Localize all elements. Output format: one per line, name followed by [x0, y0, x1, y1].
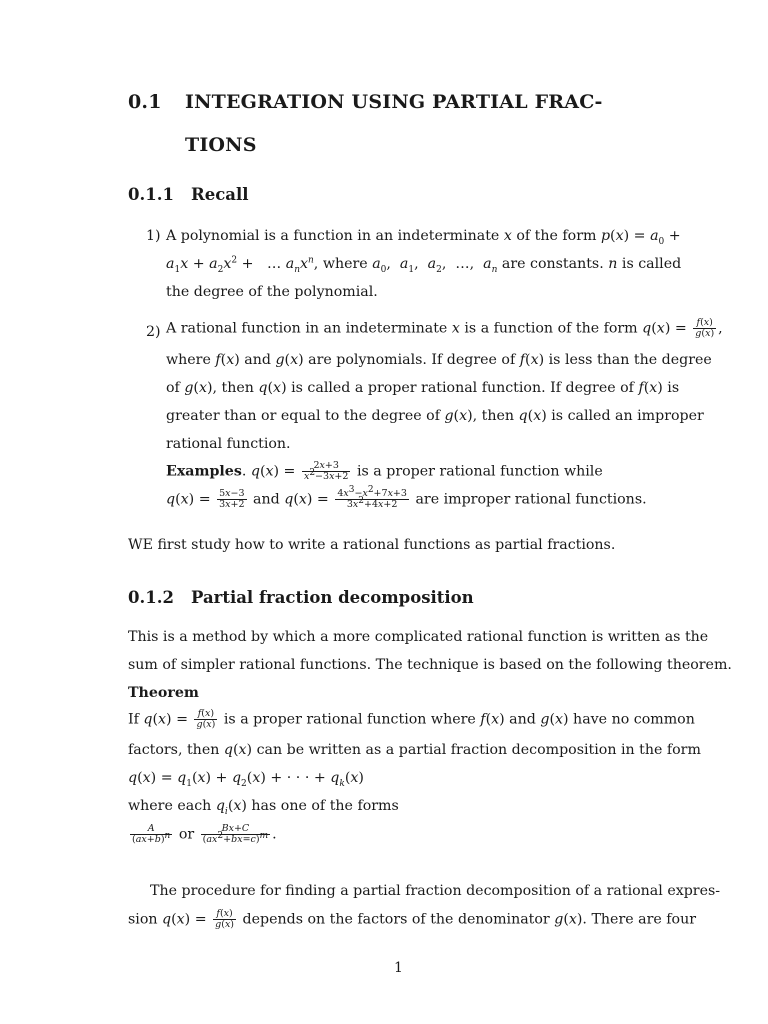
examples-label: Examples: [166, 463, 242, 480]
fraction-example1: $\frac{2x+3}{x^2-3x+2}$: [303, 460, 349, 482]
section-heading: [128, 91, 162, 113]
theorem-line1: If q(x) = $\frac{f(x)}{g(x)}$ is a proper rational function where f(x) and g(x) have no common: [128, 708, 695, 730]
theorem-label: Theorem: [128, 685, 199, 701]
theorem-line5: $\frac{A}{(ax+b)^n}$ or $\frac{Bx+C}{(ax^2+bx=c)^m}$ .: [132, 823, 277, 845]
procedure-line2: sion q(x) = $\frac{f(x)}{g(x)}$ depends on the factors of the denominator g(x). There are four: [128, 908, 696, 930]
fraction-example2: $\frac{5x-3}{3x+2}$: [219, 488, 245, 510]
recall-number: 0.1.1: [128, 185, 174, 204]
item1-line3: the degree of the polynomial.: [166, 284, 378, 300]
item2-line3: of g(x), then q(x) is called a proper rational function. If degree of f(x) is: [166, 380, 680, 396]
procedure-line1: The procedure for finding a partial fraction decomposition of a rational expres-: [150, 883, 721, 899]
item2-line1: A rational function in an indeterminate x is a function of the form q(x) = $\frac{f(x)}{g(x)}$ ,: [166, 317, 723, 339]
fraction-example3: $\frac{4x^3-x^2+7x+3}{3x^2+4x+2}$: [337, 484, 407, 510]
item2-line5: rational function.: [166, 436, 291, 452]
section-number: 0.1: [128, 91, 162, 113]
intro-paragraph: WE first study how to write a rational functions as partial fractions.: [128, 537, 616, 553]
pfd-number: 0.1.2: [128, 588, 174, 607]
fraction-form2: $\frac{Bx+C}{(ax^2+bx=c)^m}$: [202, 823, 269, 845]
item1-line1: A polynomial is a function in an indeterminate x of the form $p(x) = a_0$ +: [166, 228, 681, 247]
item1-marker: 1): [146, 228, 161, 244]
fraction-proc: $\frac{f(x)}{g(x)}$: [215, 908, 235, 930]
examples-line1: Examples. q(x) = $\frac{2x+3}{x^2-3x+2}$ is a proper rational function while: [166, 460, 603, 482]
section-title-line1: INTEGRATION USING PARTIAL FRAC-: [185, 91, 603, 113]
item2-line2: where f(x) and g(x) are polynomials. If degree of f(x) is less than the degree: [166, 352, 712, 368]
item1-line2: $a_1x + a_2x^2$ + … $a_nx^n$, where $a_0$, $a_1$, $a_2$, …, $a_n$ are constants. n is called: [166, 255, 682, 275]
page-number: 1: [394, 960, 403, 976]
pfd-para-line2: sum of simpler rational functions. The technique is based on the following theorem.: [128, 657, 732, 673]
theorem-line4: where each $q_i(x)$ has one of the forms: [128, 798, 399, 817]
item2-line4: greater than or equal to the degree of g(x), then q(x) is called an improper: [166, 408, 704, 424]
item2-marker: 2): [146, 324, 161, 340]
fraction-form1: $\frac{A}{(ax+b)^n}$: [132, 823, 171, 845]
theorem-line3: $q(x) = q_1(x) + q_2(x)$ + · · · + $q_k(x)$: [128, 770, 364, 789]
examples-line2: q(x) = $\frac{5x-3}{3x+2}$ and q(x) = $\frac{4x^3-x^2+7x+3}{3x^2+4x+2}$ are improper rational functions.: [166, 484, 647, 510]
pfd-title: Partial fraction decomposition: [191, 588, 474, 607]
section-title-line2: TIONS: [185, 134, 257, 156]
recall-title: Recall: [191, 185, 249, 204]
pfd-para-line1: This is a method by which a more complicated rational function is written as the: [128, 629, 709, 645]
theorem-line2: factors, then q(x) can be written as a partial fraction decomposition in the form: [128, 742, 701, 758]
fraction-thm: $\frac{f(x)}{g(x)}$: [196, 708, 216, 730]
fraction-fx-gx: $\frac{f(x)}{g(x)}$: [695, 317, 715, 339]
